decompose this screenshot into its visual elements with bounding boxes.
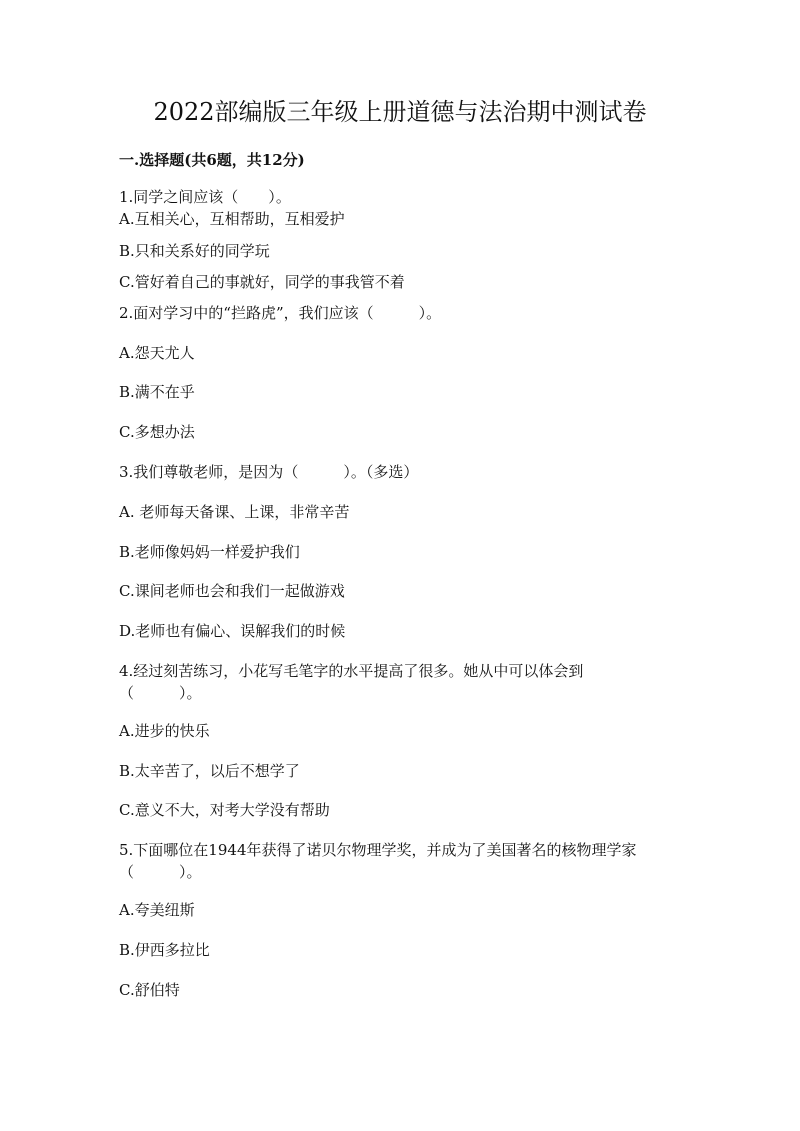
question-4-option-b: B.太辛苦了，以后不想学了 (119, 762, 300, 780)
question-4-stem-line-1: 4.经过刻苦练习，小花写毛笔字的水平提高了很多。她从中可以体会到 (119, 662, 584, 680)
question-3-option-c: C.课间老师也会和我们一起做游戏 (119, 582, 345, 600)
question-3-option-b: B.老师像妈妈一样爱护我们 (119, 543, 300, 561)
question-2-option-a: A.怨天尤人 (119, 344, 195, 362)
question-2-stem: 2.面对学习中的“拦路虎”，我们应该（ ）。 (119, 304, 442, 322)
question-5-option-b: B.伊西多拉比 (119, 941, 210, 959)
question-2-option-c: C.多想办法 (119, 423, 195, 441)
section-heading: 一.选择题(共6题，共12分) (119, 151, 305, 169)
question-1-option-c: C.管好着自己的事就好，同学的事我管不着 (119, 273, 405, 291)
question-1-option-a: A.互相关心，互相帮助，互相爱护 (119, 210, 345, 228)
question-3-stem: 3.我们尊敬老师，是因为（ ）。（多选） (119, 463, 419, 481)
question-1-option-b: B.只和关系好的同学玩 (119, 242, 270, 260)
page-title: 2022部编版三年级上册道德与法治期中测试卷 (153, 98, 647, 126)
question-3-option-d: D.老师也有偏心、误解我们的时候 (119, 622, 346, 640)
question-2-option-b: B.满不在乎 (119, 383, 195, 401)
question-5-stem-line-1: 5.下面哪位在1944年获得了诺贝尔物理学奖，并成为了美国著名的核物理学家 (119, 841, 637, 859)
question-5-option-a: A.夸美纽斯 (119, 901, 195, 919)
question-4-option-a: A.进步的快乐 (119, 722, 210, 740)
question-5-option-c: C.舒伯特 (119, 981, 180, 999)
question-1-stem: 1.同学之间应该（ ）。 (119, 188, 291, 206)
question-3-option-a: A. 老师每天备课、上课，非常辛苦 (119, 503, 350, 521)
question-5-stem-line-2: （ ）。 (119, 863, 202, 881)
question-4-stem-line-2: （ ）。 (119, 684, 202, 702)
question-4-option-c: C.意义不大，对考大学没有帮助 (119, 801, 330, 819)
